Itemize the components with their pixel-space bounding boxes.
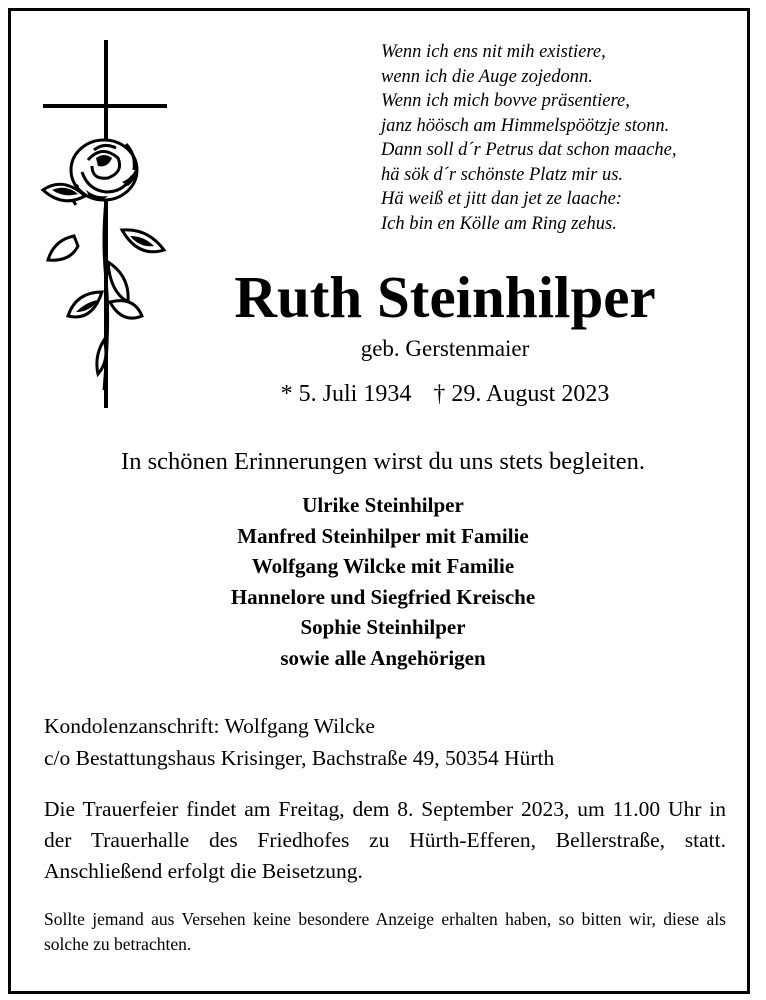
notice-text: Sollte jemand aus Versehen keine besondere Anzeige erhalten haben, so bitten wir, diese als solche zu betrachten. xyxy=(44,909,726,954)
cross-with-rose-icon xyxy=(38,40,173,410)
mourner: Wolfgang Wilcke mit Familie xyxy=(251,554,515,578)
mourner: sowie alle Angehörigen xyxy=(280,645,486,670)
ceremony-text: Die Trauerfeier findet am Freitag, dem 8. September 2023, um 11.00 Uhr in der Trauerhalle des Friedhofes zu Hürth-Efferen, Bellerstraße, statt. Anschließend erfolgt die Beisetzung. xyxy=(44,797,726,883)
poem-line: Dann soll d´r Petrus dat schon maache, xyxy=(381,140,677,160)
condolence-line: c/o Bestattungshaus Krisinger, Bachstraße 49, 50354 Hürth xyxy=(44,746,555,770)
condolence-line: Kondolenzanschrift: Wolfgang Wilcke xyxy=(44,714,375,738)
poem-line: Wenn ich ens nit mih existiere, xyxy=(381,42,606,62)
poem-line: Hä weiß et jitt dan jet ze laache: xyxy=(381,189,622,209)
birth-name: geb. Gerstenmaier xyxy=(360,336,530,361)
death-date: † 29. August 2023 xyxy=(433,381,610,407)
mourner: Hannelore und Siegfried Kreische xyxy=(230,584,536,609)
life-dates xyxy=(175,378,715,410)
motto: In schönen Erinnerungen wirst du uns stets begleiten. xyxy=(121,448,645,475)
mourner: Sophie Steinhilper xyxy=(300,615,466,639)
deceased-name: Ruth Steinhilper xyxy=(234,264,656,330)
mourner: Manfred Steinhilper mit Familie xyxy=(237,523,529,548)
mourners-list xyxy=(20,490,746,673)
condolence-address xyxy=(44,710,734,774)
poem-line: hä sök d´r schönste Platz mir us. xyxy=(381,164,624,185)
mourner: Ulrike Steinhilper xyxy=(302,493,464,517)
poem-line: Ich bin en Kölle am Ring zehus. xyxy=(381,213,617,234)
birth-date: * 5. Juli 1934 xyxy=(280,381,412,407)
poem xyxy=(381,40,741,236)
poem-line: Wenn ich mich bovve präsentiere, xyxy=(381,91,630,111)
poem-line: janz höösch am Himmelspöötzje stonn. xyxy=(381,115,670,136)
poem-line: wenn ich die Auge zojedonn. xyxy=(381,66,593,87)
